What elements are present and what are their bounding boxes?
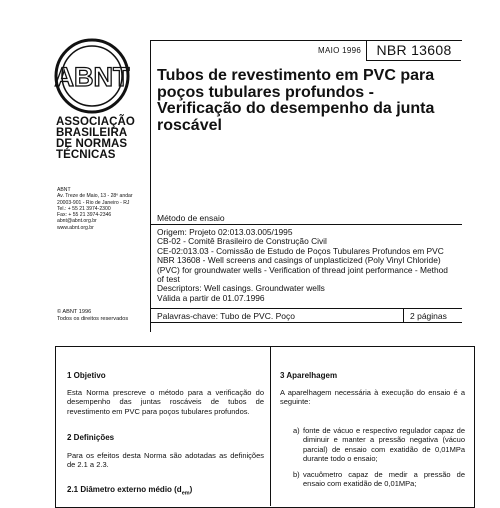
abnt-logo — [52, 36, 132, 116]
org-line: BRASILEIRA — [56, 127, 128, 139]
subscript: em — [181, 490, 190, 497]
publication-date: MAIO 1996 — [318, 46, 362, 55]
column-divider — [270, 346, 271, 506]
address-line: Tel.: + 55 21 3974-2300 — [57, 205, 111, 212]
section-2-1-heading-close: ) — [189, 485, 193, 494]
org-line: TÉCNICAS — [56, 149, 116, 161]
address-line: www.abnt.org.br — [57, 224, 94, 231]
item-b-label: b) — [293, 470, 300, 479]
origin-line: of test — [157, 274, 180, 285]
origin-line: Descriptors: Well casings. Groundwater wells — [157, 283, 325, 294]
origin-line: CE-02:013.03 - Comissão de Estudo de Poços Tubulares Profundos em PVC — [157, 245, 444, 256]
section-1-heading: 1 Objetivo — [67, 371, 106, 380]
org-line: DE NORMAS — [56, 138, 128, 150]
item-a-label: a) — [293, 426, 300, 435]
section-3-heading: 3 Aparelhagem — [280, 371, 338, 380]
copyright — [57, 309, 152, 323]
origin-line: CB-02 - Comitê Brasileiro de Construção Civil — [157, 236, 327, 247]
origin-line: (PVC) for groundwater wells - Verification of thread joint performance - Method — [157, 264, 448, 275]
address-block — [57, 187, 152, 231]
copyright-line: © ABNT 1996 — [57, 309, 92, 315]
address-line: Fax: + 55 21 3974-2346 — [57, 212, 112, 219]
section-2-1-heading-text: 2.1 Diâmetro externo médio (d — [67, 485, 182, 494]
page-count: 2 páginas — [410, 311, 447, 321]
frame-left-rule — [150, 40, 151, 332]
origin-line: Origem: Projeto 02:013.03.005/1995 — [157, 227, 293, 237]
section-2-heading: 2 Definições — [67, 433, 115, 442]
keywords: Palavras-chave: Tubo de PVC. Poço — [157, 311, 295, 321]
item-b-text: vacuômetro capaz de medir a pressão de ensaio com exatidão de 0,01MPa; — [303, 470, 465, 489]
copyright-line: Todos os direitos reservados — [57, 316, 129, 322]
separator-rule — [150, 224, 462, 225]
section-1-text: Esta Norma prescreve o método para a verificação do desempenho das juntas roscáveis de tubos de revestimento em PVC para poços tubulares profundos. — [67, 388, 264, 416]
address-line: ABNT — [57, 187, 71, 193]
document-title: Tubos de revestimento em PVC para poços tubulares profundos - Verificação do desempenho da junta roscável — [157, 67, 435, 134]
origin-line: NBR 13608 - Well screens and casings of unplasticized (Poly Vinyl Chloride) — [157, 255, 441, 266]
origin-block — [157, 228, 462, 303]
origin-line: Válida a partir de 01.07.1996 — [157, 292, 265, 303]
section-2-text: Para os efeitos desta Norma são adotadas as definições de 2.1 a 2.3. — [67, 451, 264, 470]
item-a-text: fonte de vácuo e respectivo regulador capaz de diminuir e manter a pressão negativa (vácuo parcial) de ensaio com exatidão de 0,01MPa durante todo o ensaio; — [303, 426, 465, 463]
logo-lettering: ABNT — [54, 62, 130, 92]
standard-code: NBR 13608 — [366, 41, 461, 61]
keywords-divider — [403, 308, 404, 322]
address-line: 20003-901 - Rio de Janeiro - RJ — [57, 199, 130, 206]
org-line: ASSOCIAÇÃO — [56, 116, 135, 128]
section-2-1-heading — [67, 485, 192, 497]
address-line: abnt@abnt.org.br — [57, 218, 97, 225]
method-label: Método de ensaio — [157, 213, 225, 223]
address-line: Av. Treze de Maio, 13 - 28º andar — [57, 193, 133, 200]
organization-name — [56, 117, 146, 161]
separator-rule — [150, 322, 462, 323]
section-3-text: A aparelhagem necessária à execução do ensaio é a seguinte: — [280, 388, 465, 407]
